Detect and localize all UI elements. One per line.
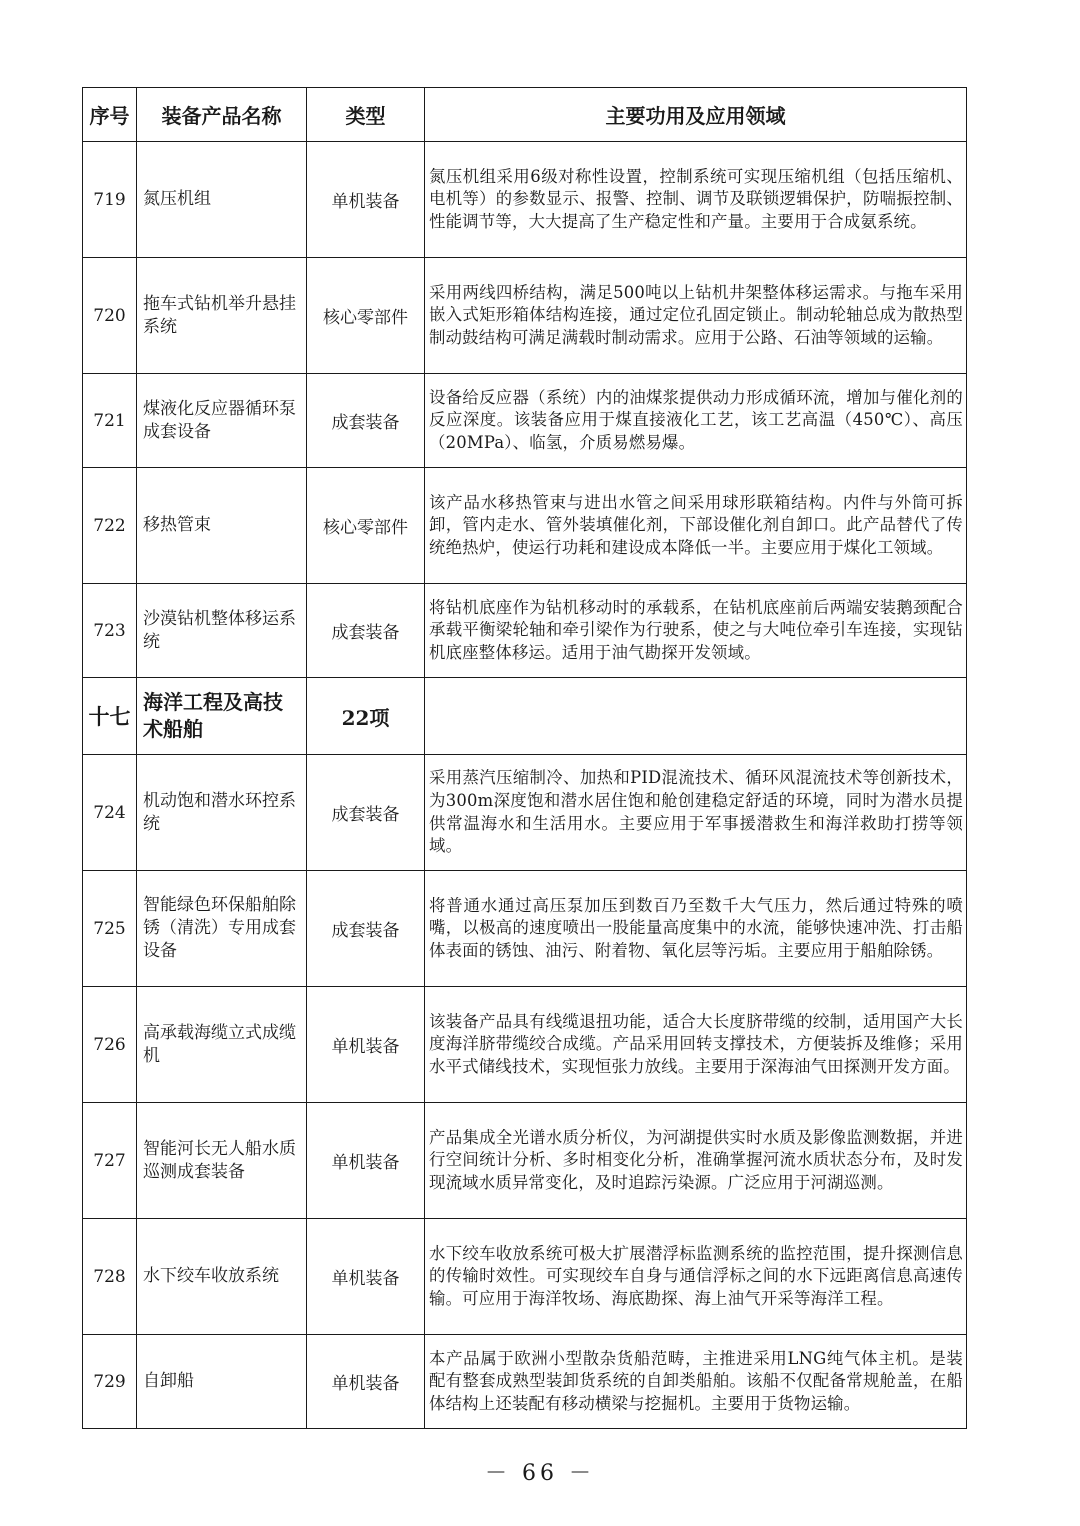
row-function: 该装备产品具有线缆退扭功能，适合大长度脐带缆的绞制，适用国产大长度海洋脐带缆绞合成缆。产品采用回转支撑技术，方便装拆及维修；采用水平式储线技术，实现恒张力放线。主要用于深海油气田探测开发方面。 [425, 987, 967, 1103]
table-row [83, 987, 967, 1103]
table-row [83, 871, 967, 987]
table-row [83, 1103, 967, 1219]
row-serial-no: 727 [83, 1103, 137, 1219]
row-function: 将钻机底座作为钻机移动时的承载系，在钻机底座前后两端安装鹅颈配合承载平衡梁轮轴和牵引梁作为行驶系，使之与大吨位牵引车连接，实现钻机底座整体移运。适用于油气勘探开发领域。 [425, 584, 967, 678]
table-row [83, 1335, 967, 1429]
table-row [83, 584, 967, 678]
row-product-name: 高承载海缆立式成缆机 [137, 987, 307, 1103]
row-product-name: 移热管束 [137, 468, 307, 584]
row-function: 设备给反应器（系统）内的油煤浆提供动力形成循环流，增加与催化剂的反应深度。该装备应用于煤直接液化工艺，该工艺高温（450℃）、高压（20MPa）、临氢，介质易燃易爆。 [425, 374, 967, 468]
row-product-name: 氮压机组 [137, 142, 307, 258]
row-function: 将普通水通过高压泵加压到数百乃至数千大气压力，然后通过特殊的喷嘴，以极高的速度喷出一股能量高度集中的水流，能够快速冲洗、打击船体表面的锈蚀、油污、附着物、氧化层等污垢。主要应用于船舶除锈。 [425, 871, 967, 987]
row-product-name: 水下绞车收放系统 [137, 1219, 307, 1335]
row-type: 成套装备 [307, 755, 425, 871]
row-type: 核心零部件 [307, 258, 425, 374]
row-function: 该产品水移热管束与进出水管之间采用球形联箱结构。内件与外筒可拆卸，管内走水、管外装填催化剂，下部设催化剂自卸口。此产品替代了传统绝热炉，使运行功耗和建设成本降低一半。主要应用于煤化工领域。 [425, 468, 967, 584]
row-serial-no: 729 [83, 1335, 137, 1429]
row-function: 产品集成全光谱水质分析仪，为河湖提供实时水质及影像监测数据，并进行空间统计分析、多时相变化分析，准确掌握河流水质状态分布，及时发现流域水质异常变化，及时追踪污染源。广泛应用于河湖巡测。 [425, 1103, 967, 1219]
row-serial-no: 721 [83, 374, 137, 468]
table-row [83, 142, 967, 258]
row-product-name: 智能绿色环保船舶除锈（清洗）专用成套设备 [137, 871, 307, 987]
row-function: 氮压机组采用6级对称性设置，控制系统可实现压缩机组（包括压缩机、电机等）的参数显示、报警、控制、调节及联锁逻辑保护，防喘振控制、性能调节等，大大提高了生产稳定性和产量。主要用于合成氨系统。 [425, 142, 967, 258]
row-product-name: 自卸船 [137, 1335, 307, 1429]
row-type: 单机装备 [307, 1335, 425, 1429]
row-serial-no: 722 [83, 468, 137, 584]
row-serial-no: 724 [83, 755, 137, 871]
row-product-name: 机动饱和潜水环控系统 [137, 755, 307, 871]
row-type: 成套装备 [307, 871, 425, 987]
row-function: 本产品属于欧洲小型散杂货船范畴，主推进采用LNG纯气体主机。是装配有整套成熟型装卸货系统的自卸类船舶。该船不仅配备常规舱盖，在船体结构上还装配有移动横梁与挖掘机。主要用于货物运输。 [425, 1335, 967, 1429]
table-header-row [83, 88, 967, 142]
row-serial-no: 723 [83, 584, 137, 678]
row-serial-no: 725 [83, 871, 137, 987]
row-serial-no: 719 [83, 142, 137, 258]
table-row [83, 374, 967, 468]
equipment-table [82, 87, 967, 1429]
row-product-name: 拖车式钻机举升悬挂系统 [137, 258, 307, 374]
header-serial-no: 序号 [83, 88, 137, 142]
table-row [83, 468, 967, 584]
table-row [83, 258, 967, 374]
row-function: 水下绞车收放系统可极大扩展潜浮标监测系统的监控范围，提升探测信息的传输时效性。可实现绞车自身与通信浮标之间的水下远距离信息高速传输。可应用于海洋牧场、海底勘探、海上油气开采等海洋工程。 [425, 1219, 967, 1335]
section-number: 十七 [83, 678, 137, 755]
row-serial-no: 726 [83, 987, 137, 1103]
row-function: 采用两线四桥结构，满足500吨以上钻机井架整体移运需求。与拖车采用嵌入式矩形箱体结构连接，通过定位孔固定锁止。制动轮轴总成为散热型制动鼓结构可满足满载时制动需求。应用于公路、石油等领域的运输。 [425, 258, 967, 374]
page-number: － 66 － [485, 1461, 595, 1486]
row-type: 单机装备 [307, 1219, 425, 1335]
row-serial-no: 728 [83, 1219, 137, 1335]
table-row [83, 1219, 967, 1335]
row-type: 单机装备 [307, 987, 425, 1103]
document-page [82, 87, 966, 1429]
section-row [83, 678, 967, 755]
row-type: 单机装备 [307, 1103, 425, 1219]
row-type: 成套装备 [307, 584, 425, 678]
section-title: 海洋工程及高技术船舶 [137, 678, 307, 755]
row-type: 单机装备 [307, 142, 425, 258]
row-product-name: 智能河长无人船水质巡测成套装备 [137, 1103, 307, 1219]
section-item-count: 22项 [307, 678, 425, 755]
row-function: 采用蒸汽压缩制冷、加热和PID混流技术、循环风混流技术等创新技术，为300m深度饱和潜水居住饱和舱创建稳定舒适的环境，同时为潜水员提供常温海水和生活用水。主要应用于军事援潜救生和海洋救助打捞等领域。 [425, 755, 967, 871]
row-product-name: 沙漠钻机整体移运系统 [137, 584, 307, 678]
row-product-name: 煤液化反应器循环泵成套设备 [137, 374, 307, 468]
section-empty-cell [425, 678, 967, 755]
row-type: 成套装备 [307, 374, 425, 468]
row-type: 核心零部件 [307, 468, 425, 584]
header-function: 主要功用及应用领域 [425, 88, 967, 142]
row-serial-no: 720 [83, 258, 137, 374]
header-type: 类型 [307, 88, 425, 142]
table-row [83, 755, 967, 871]
header-product-name: 装备产品名称 [137, 88, 307, 142]
